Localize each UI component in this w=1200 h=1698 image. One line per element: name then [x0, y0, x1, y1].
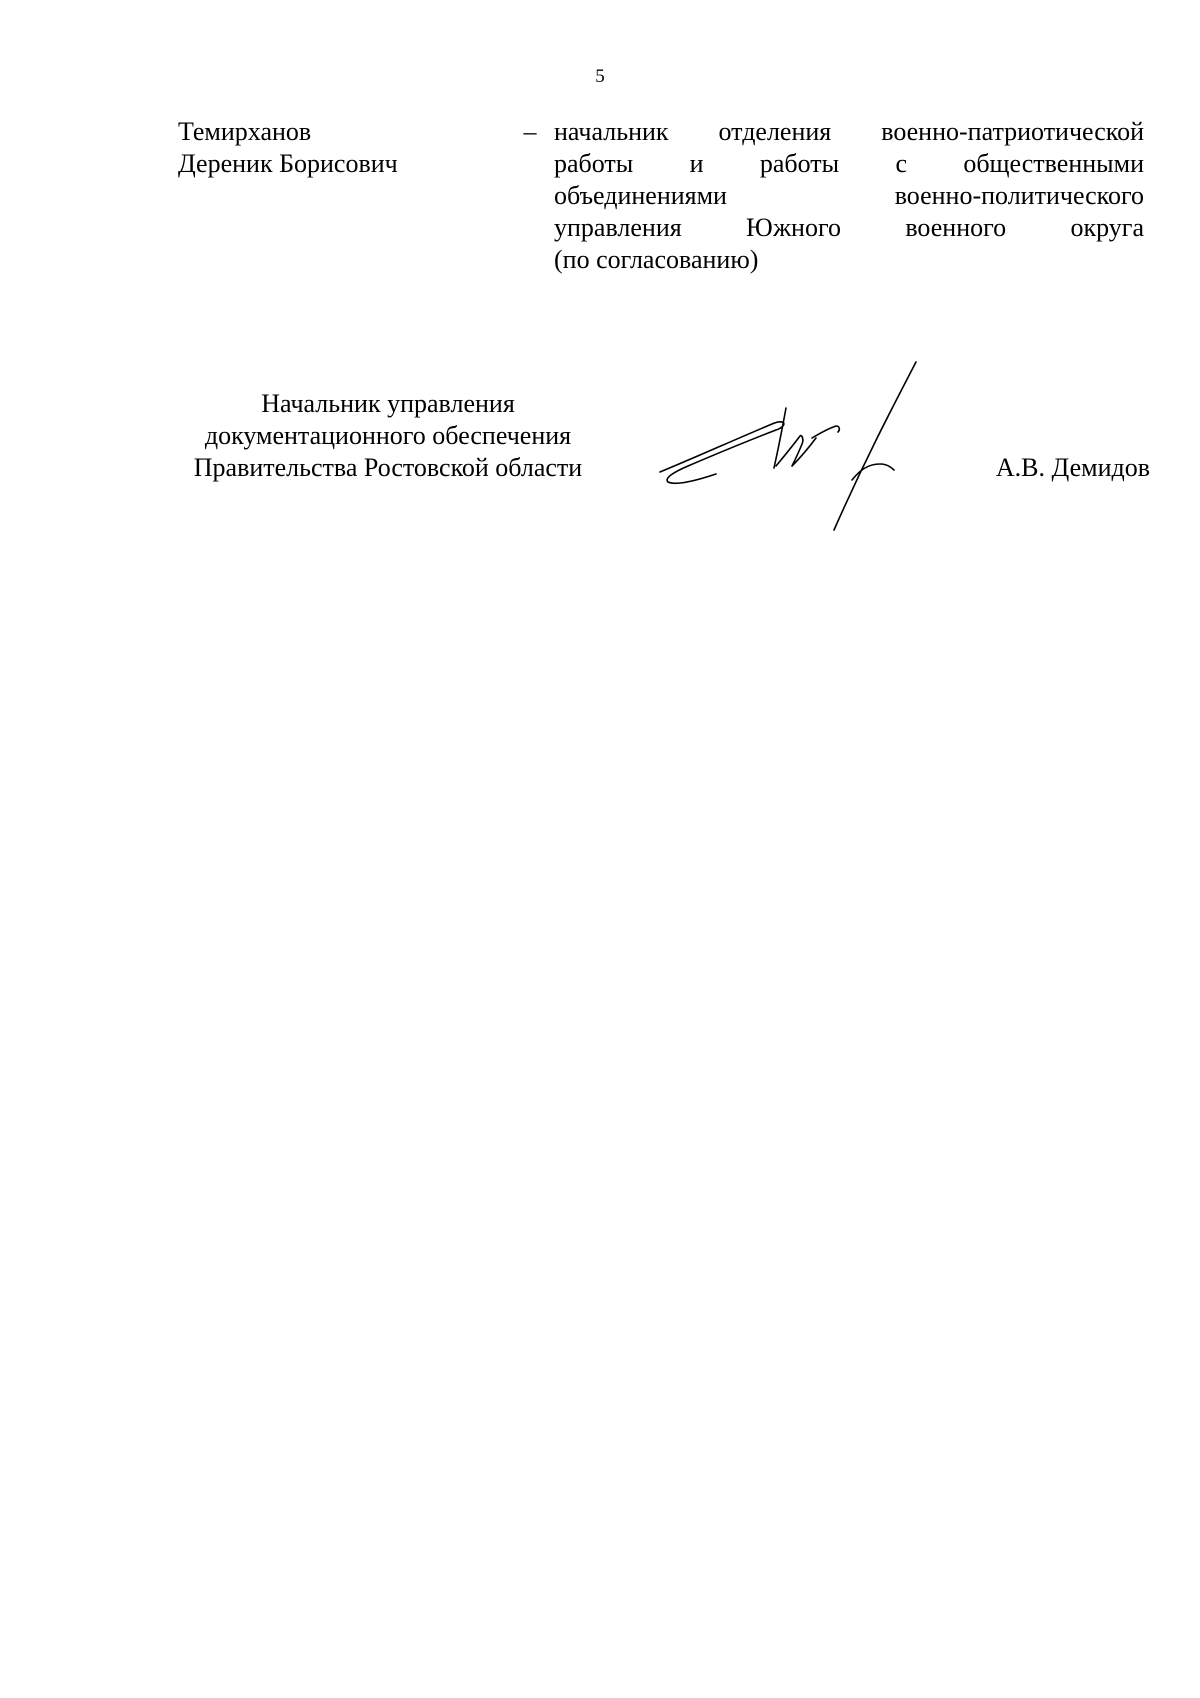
signer-position-line: Начальник управления [261, 389, 515, 418]
entry-dash: – [523, 117, 537, 146]
signer-position-line: документационного обеспечения [204, 421, 572, 450]
role-word: начальник [554, 117, 669, 146]
signature-block [170, 388, 1150, 538]
role-line [554, 148, 1144, 180]
signature-stroke [774, 408, 786, 468]
role-word: объединениями [554, 181, 727, 210]
role-line [554, 180, 1144, 212]
signer-position-title [170, 388, 606, 484]
role-word: Южного [746, 213, 841, 242]
role-word: отделения [718, 117, 832, 146]
signer-name: А.В. Демидов [995, 453, 1150, 482]
role-word: работы [759, 149, 840, 178]
role-word: и [689, 149, 704, 178]
role-line [554, 116, 1144, 148]
role-word: (по согласованию) [554, 245, 759, 274]
role-word: общественными [963, 149, 1144, 178]
role-word: военно-политического [894, 181, 1144, 210]
role-word: работы [554, 149, 634, 178]
member-surname: Темирханов [178, 117, 312, 146]
member-role-description [554, 116, 1144, 276]
handwritten-signature [654, 358, 924, 538]
signature-stroke [812, 426, 839, 438]
role-word: военного [905, 213, 1007, 242]
role-word: военно-патриотической [881, 117, 1144, 146]
signer-position-line: Правительства Ростовской области [193, 453, 583, 482]
member-full-name [178, 116, 508, 180]
signature-stroke [834, 362, 916, 530]
role-line [554, 244, 1144, 276]
signature-stroke [776, 436, 816, 466]
member-given-names: Дереник Борисович [178, 149, 398, 178]
page-number: 5 [595, 66, 605, 87]
role-word: с [895, 149, 907, 178]
role-line [554, 212, 1144, 244]
signature-stroke [660, 422, 784, 483]
role-word: управления [554, 213, 682, 242]
role-word: округа [1070, 213, 1144, 242]
